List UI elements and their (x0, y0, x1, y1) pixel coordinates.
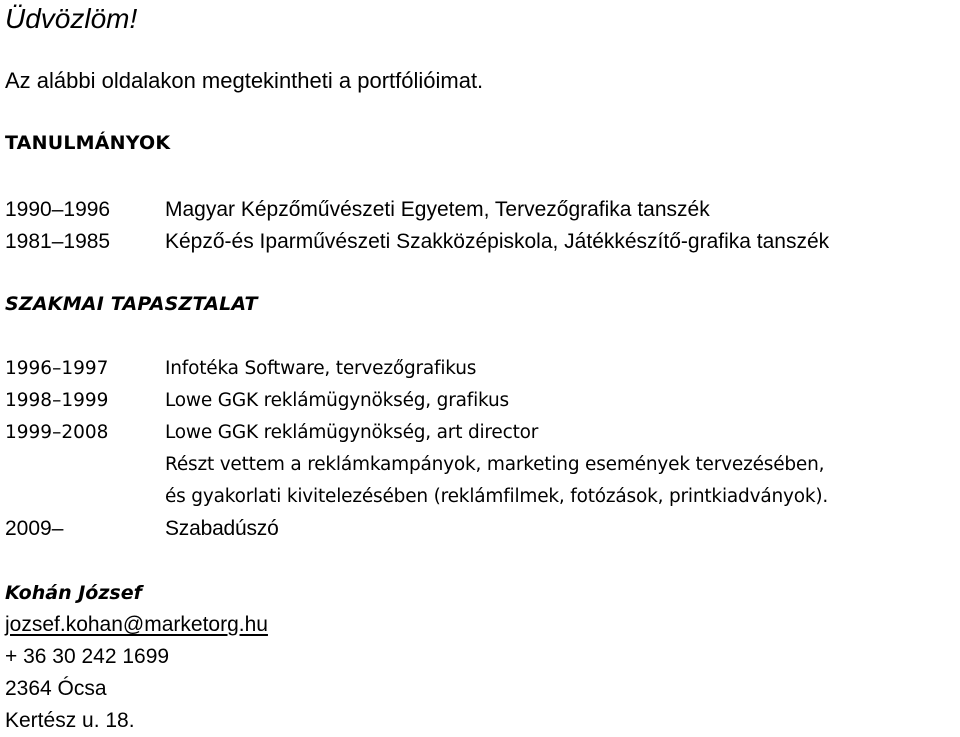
contact-email-link[interactable]: jozsef.kohan@marketorg.hu (5, 613, 268, 636)
studies-years: 1990–1996 (5, 198, 111, 221)
experience-heading: SZAKMAI TAPASZTALAT (5, 293, 258, 315)
contact-name: Kohán József (5, 582, 142, 604)
experience-description: Részt vettem a reklámkampányok, marketing események tervezésében, (165, 454, 825, 475)
welcome-heading: Üdvözlöm! (5, 3, 138, 34)
studies-years: 1981–1985 (5, 230, 111, 253)
experience-description: Szabadúszó (165, 517, 279, 540)
experience-years: 1998–1999 (5, 390, 109, 411)
experience-description: Infotéka Software, tervezőgrafikus (165, 358, 477, 379)
studies-description: Magyar Képzőművészeti Egyetem, Tervezőgrafika tanszék (165, 198, 710, 221)
experience-description: és gyakorlati kivitelezésében (reklámfilmek, fotózások, printkiadványok). (165, 486, 829, 507)
experience-description: Lowe GGK reklámügynökség, art director (165, 422, 539, 443)
intro-text: Az alábbi oldalakon megtekintheti a portfólióimat. (5, 68, 484, 93)
experience-years: 2009– (5, 517, 64, 540)
studies-heading: TANULMÁNYOK (5, 132, 171, 154)
contact-phone: + 36 30 242 1699 (5, 645, 170, 668)
experience-years: 1999–2008 (5, 422, 109, 443)
contact-street: Kertész u. 18. (5, 709, 135, 732)
contact-block (5, 577, 268, 737)
contact-city: 2364 Ócsa (5, 677, 107, 700)
experience-description: Lowe GGK reklámügynökség, grafikus (165, 390, 509, 411)
studies-description: Képző-és Iparművészeti Szakközépiskola, Játékkészítő-grafika tanszék (165, 230, 830, 253)
experience-years: 1996–1997 (5, 358, 109, 379)
